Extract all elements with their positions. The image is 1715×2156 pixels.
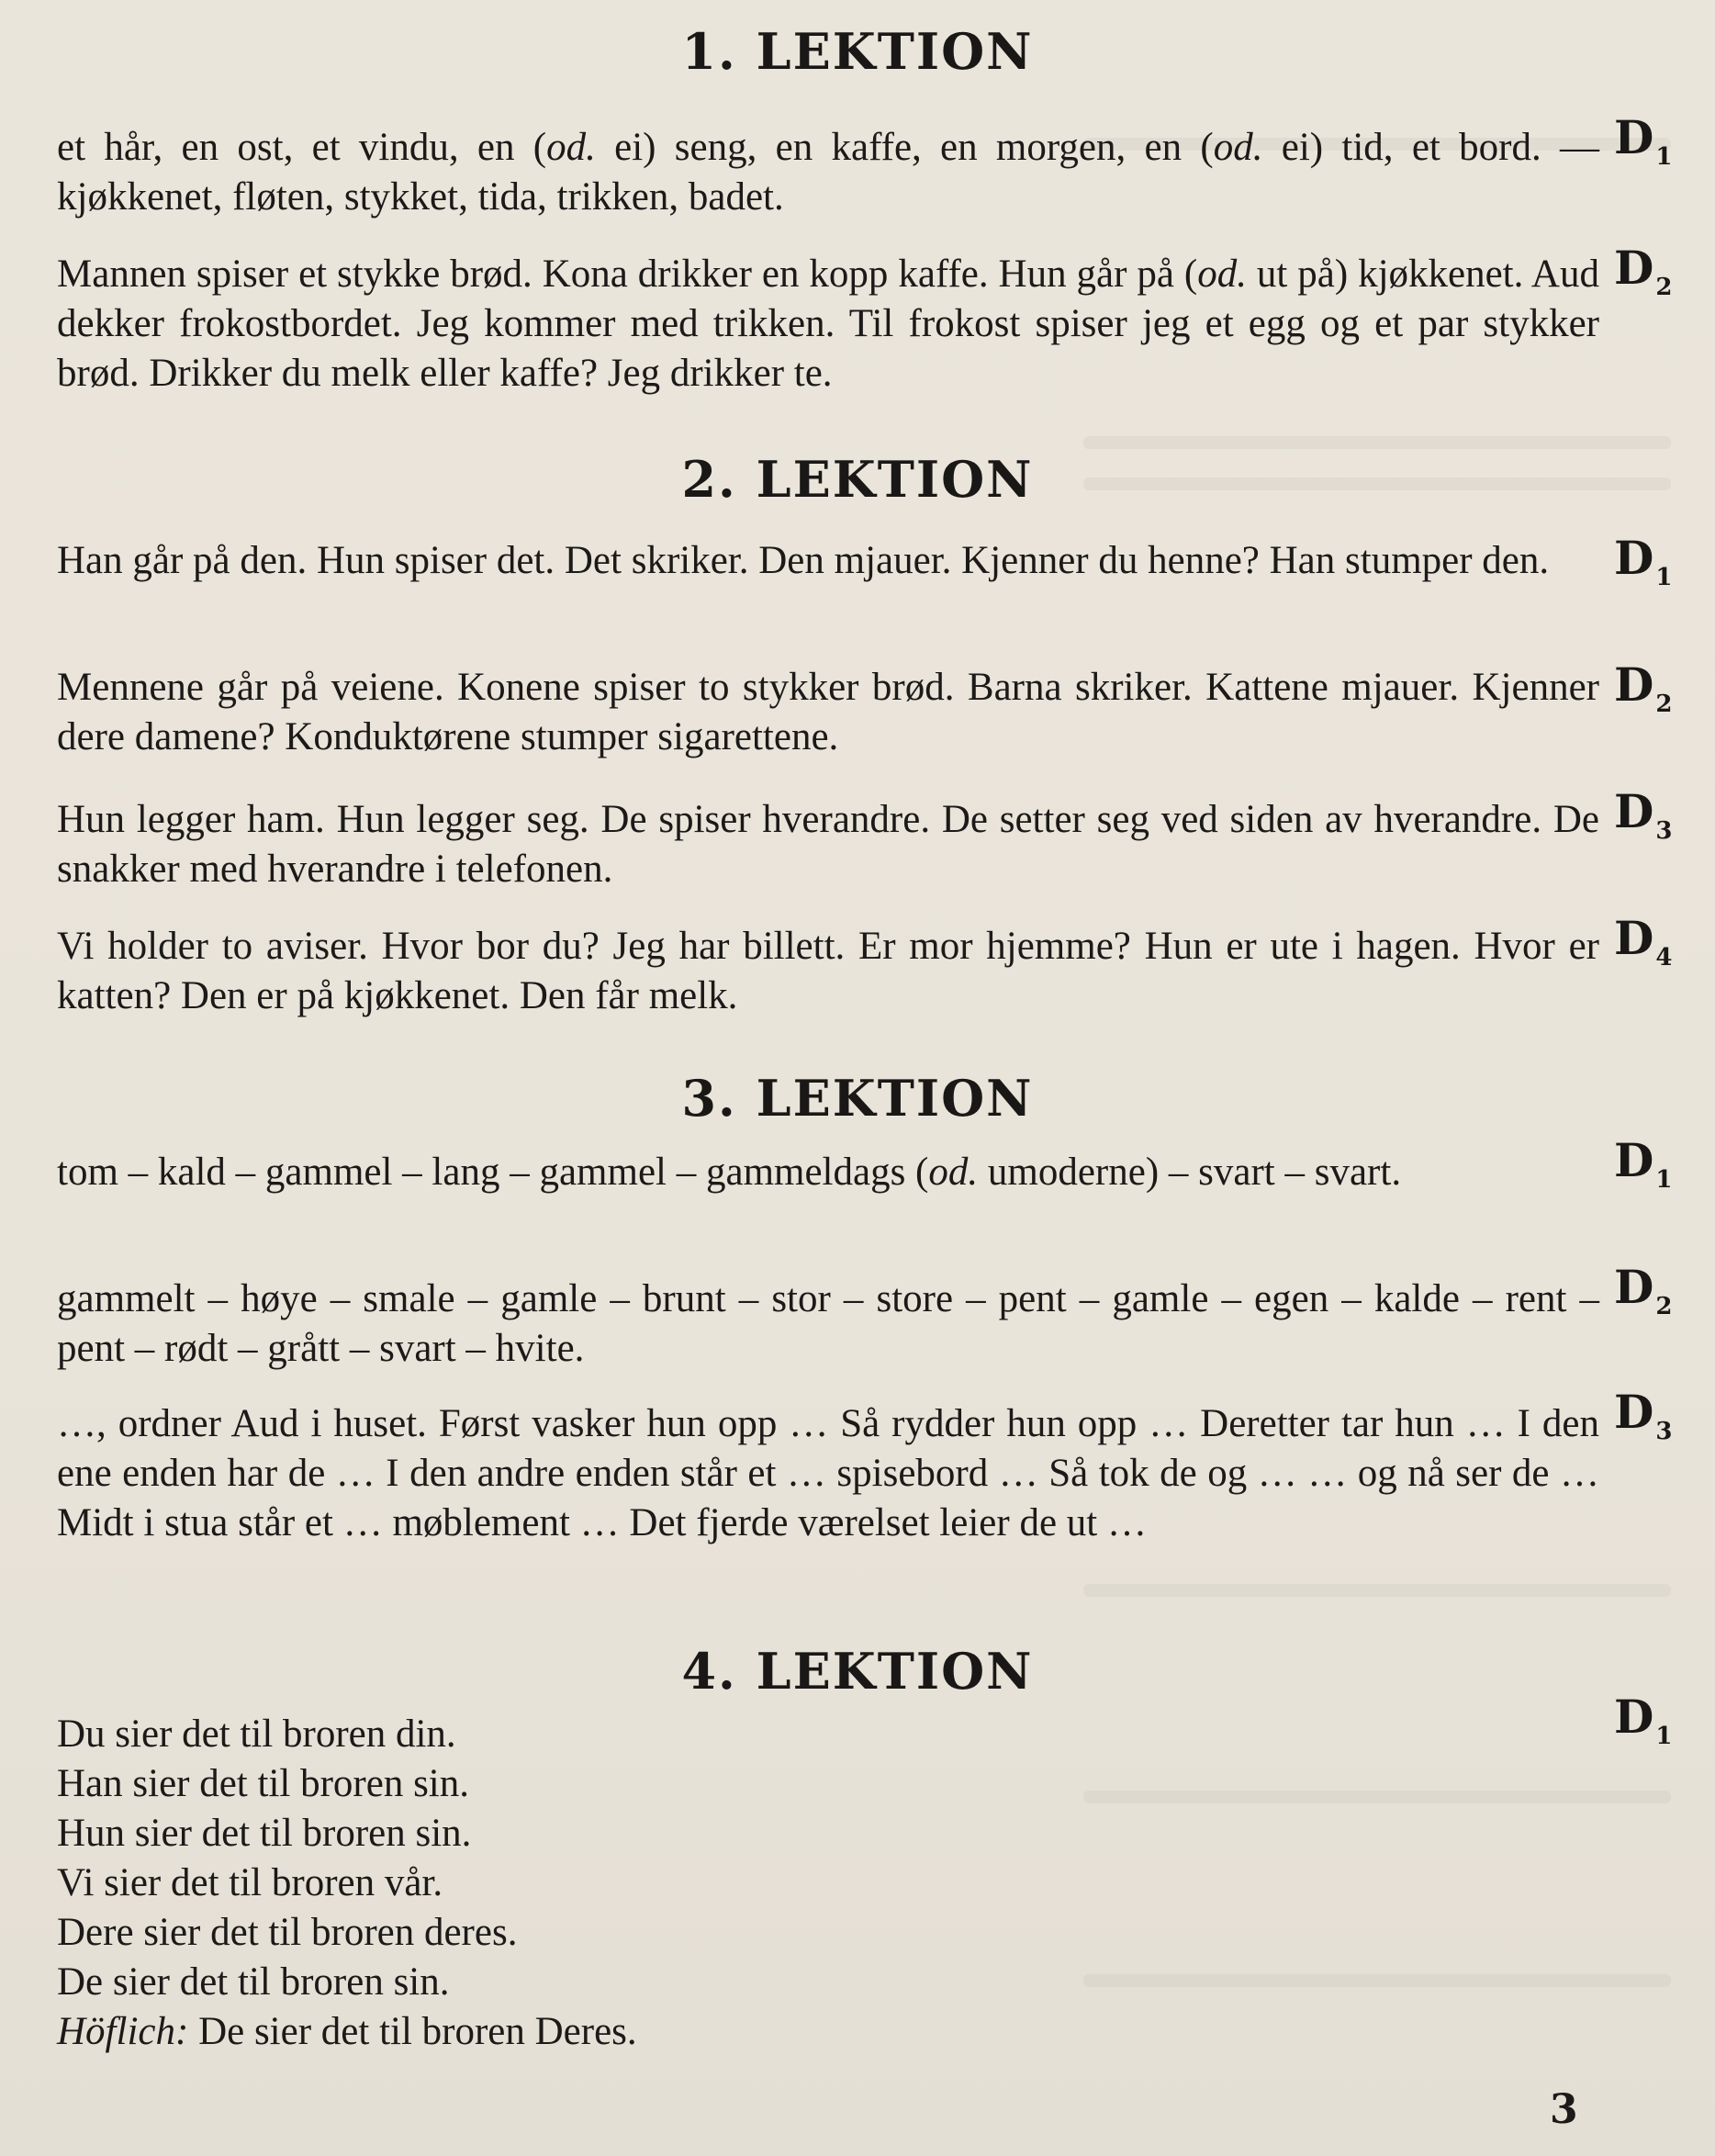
exercise-marker-l2-d4: $D_4$ xyxy=(1614,911,1673,971)
exercise-l3-d1: tom – kald – gammel – lang – gammel – gammeldags (od. umoderne) – svart – svart. xyxy=(57,1151,1402,1194)
bleed-through xyxy=(1083,436,1671,449)
bleed-through xyxy=(1083,1584,1671,1597)
exercise-l2-d4: Vi holder to aviser. Hvor bor du? Jeg har billett. Er mor hjemme? Hun er ute i hagen. Hvor er katten? Den er på kjøkkenet. Den får melk. xyxy=(57,925,1599,1017)
exercise-marker-l3-d3: $D_3$ xyxy=(1614,1385,1673,1445)
lesson-4-heading: 4. LEKTION xyxy=(681,1642,1034,1701)
exercise-marker-l1-d2: $D_2$ xyxy=(1614,241,1673,301)
sentence-line: Vi sier det til broren vår. xyxy=(57,1861,443,1904)
exercise-l4-d1 xyxy=(57,1710,1599,2057)
exercise-marker-l2-d1: $D_1$ xyxy=(1614,531,1673,591)
exercise-marker-l2-d3: $D_3$ xyxy=(1614,784,1673,845)
exercise-l3-d3: …, ordner Aud i huset. Først vasker hun opp … Så rydder hun opp … Deretter tar hun … I den ene enden har de … I den andre enden står et … spisebord … Så tok de og … … og nå ser de … Midt i stua står et … møblement … Det fjerde værelset leier de ut … xyxy=(57,1402,1599,1544)
sentence-line: Han sier det til broren sin. xyxy=(57,1762,470,1805)
exercise-marker-l2-d2: $D_2$ xyxy=(1614,657,1673,718)
exercise-l1-d2: Mannen spiser et stykke brød. Kona drikker en kopp kaffe. Hun går på (od. ut på) kjøkkenet. Aud dekker frokostbordet. Jeg kommer med trikken. Til frokost spiser jeg et egg og et par stykker brød. Drikker du melk eller kaffe? Jeg drikker te. xyxy=(57,253,1599,395)
exercise-l2-d1: Han går på den. Hun spiser det. Det skriker. Den mjauer. Kjenner du henne? Han stumper den. xyxy=(57,539,1550,582)
sentence-line: De sier det til broren sin. xyxy=(57,1960,450,2004)
polite-text: De sier det til broren Deres. xyxy=(188,2010,637,2053)
exercise-marker-l3-d2: $D_2$ xyxy=(1614,1260,1673,1320)
exercise-l3-d2: gammelt – høye – smale – gamle – brunt – stor – store – pent – gamle – egen – kalde – rent – pent – rødt – grått – svart – hvite. xyxy=(57,1277,1599,1370)
lesson-2-heading: 2. LEKTION xyxy=(681,450,1034,509)
exercise-l1-d1: et hår, en ost, et vindu, en (od. ei) seng, en kaffe, en morgen, en (od. ei) tid, et bord. — kjøkkenet, fløten, stykket, tida, trikken, badet. xyxy=(57,126,1599,219)
exercise-l2-d3: Hun legger ham. Hun legger seg. De spiser hverandre. De setter seg ved siden av hverandre. De snakker med hverandre i telefonen. xyxy=(57,798,1599,891)
sentence-line: Dere sier det til broren deres. xyxy=(57,1911,518,1954)
exercise-l2-d2: Mennene går på veiene. Konene spiser to stykker brød. Barna skriker. Kattene mjauer. Kjenner dere damene? Konduktørene stumper sigarettene. xyxy=(57,666,1599,758)
exercise-marker-l3-d1: $D_1$ xyxy=(1614,1133,1673,1194)
exercise-marker-l4-d1: $D_1$ xyxy=(1614,1690,1673,1750)
sentence-line: Hun sier det til broren sin. xyxy=(57,1812,472,1855)
polite-label: Höflich: xyxy=(57,2010,189,2053)
lesson-1-heading: 1. LEKTION xyxy=(681,22,1034,81)
exercise-marker-l1-d1: $D_1$ xyxy=(1614,110,1673,171)
lesson-3-heading: 3. LEKTION xyxy=(681,1069,1034,1128)
page-number: 3 xyxy=(1550,2086,1578,2133)
sentence-line: Du sier det til broren din. xyxy=(57,1712,456,1756)
polite-form-line xyxy=(57,2007,1599,2057)
